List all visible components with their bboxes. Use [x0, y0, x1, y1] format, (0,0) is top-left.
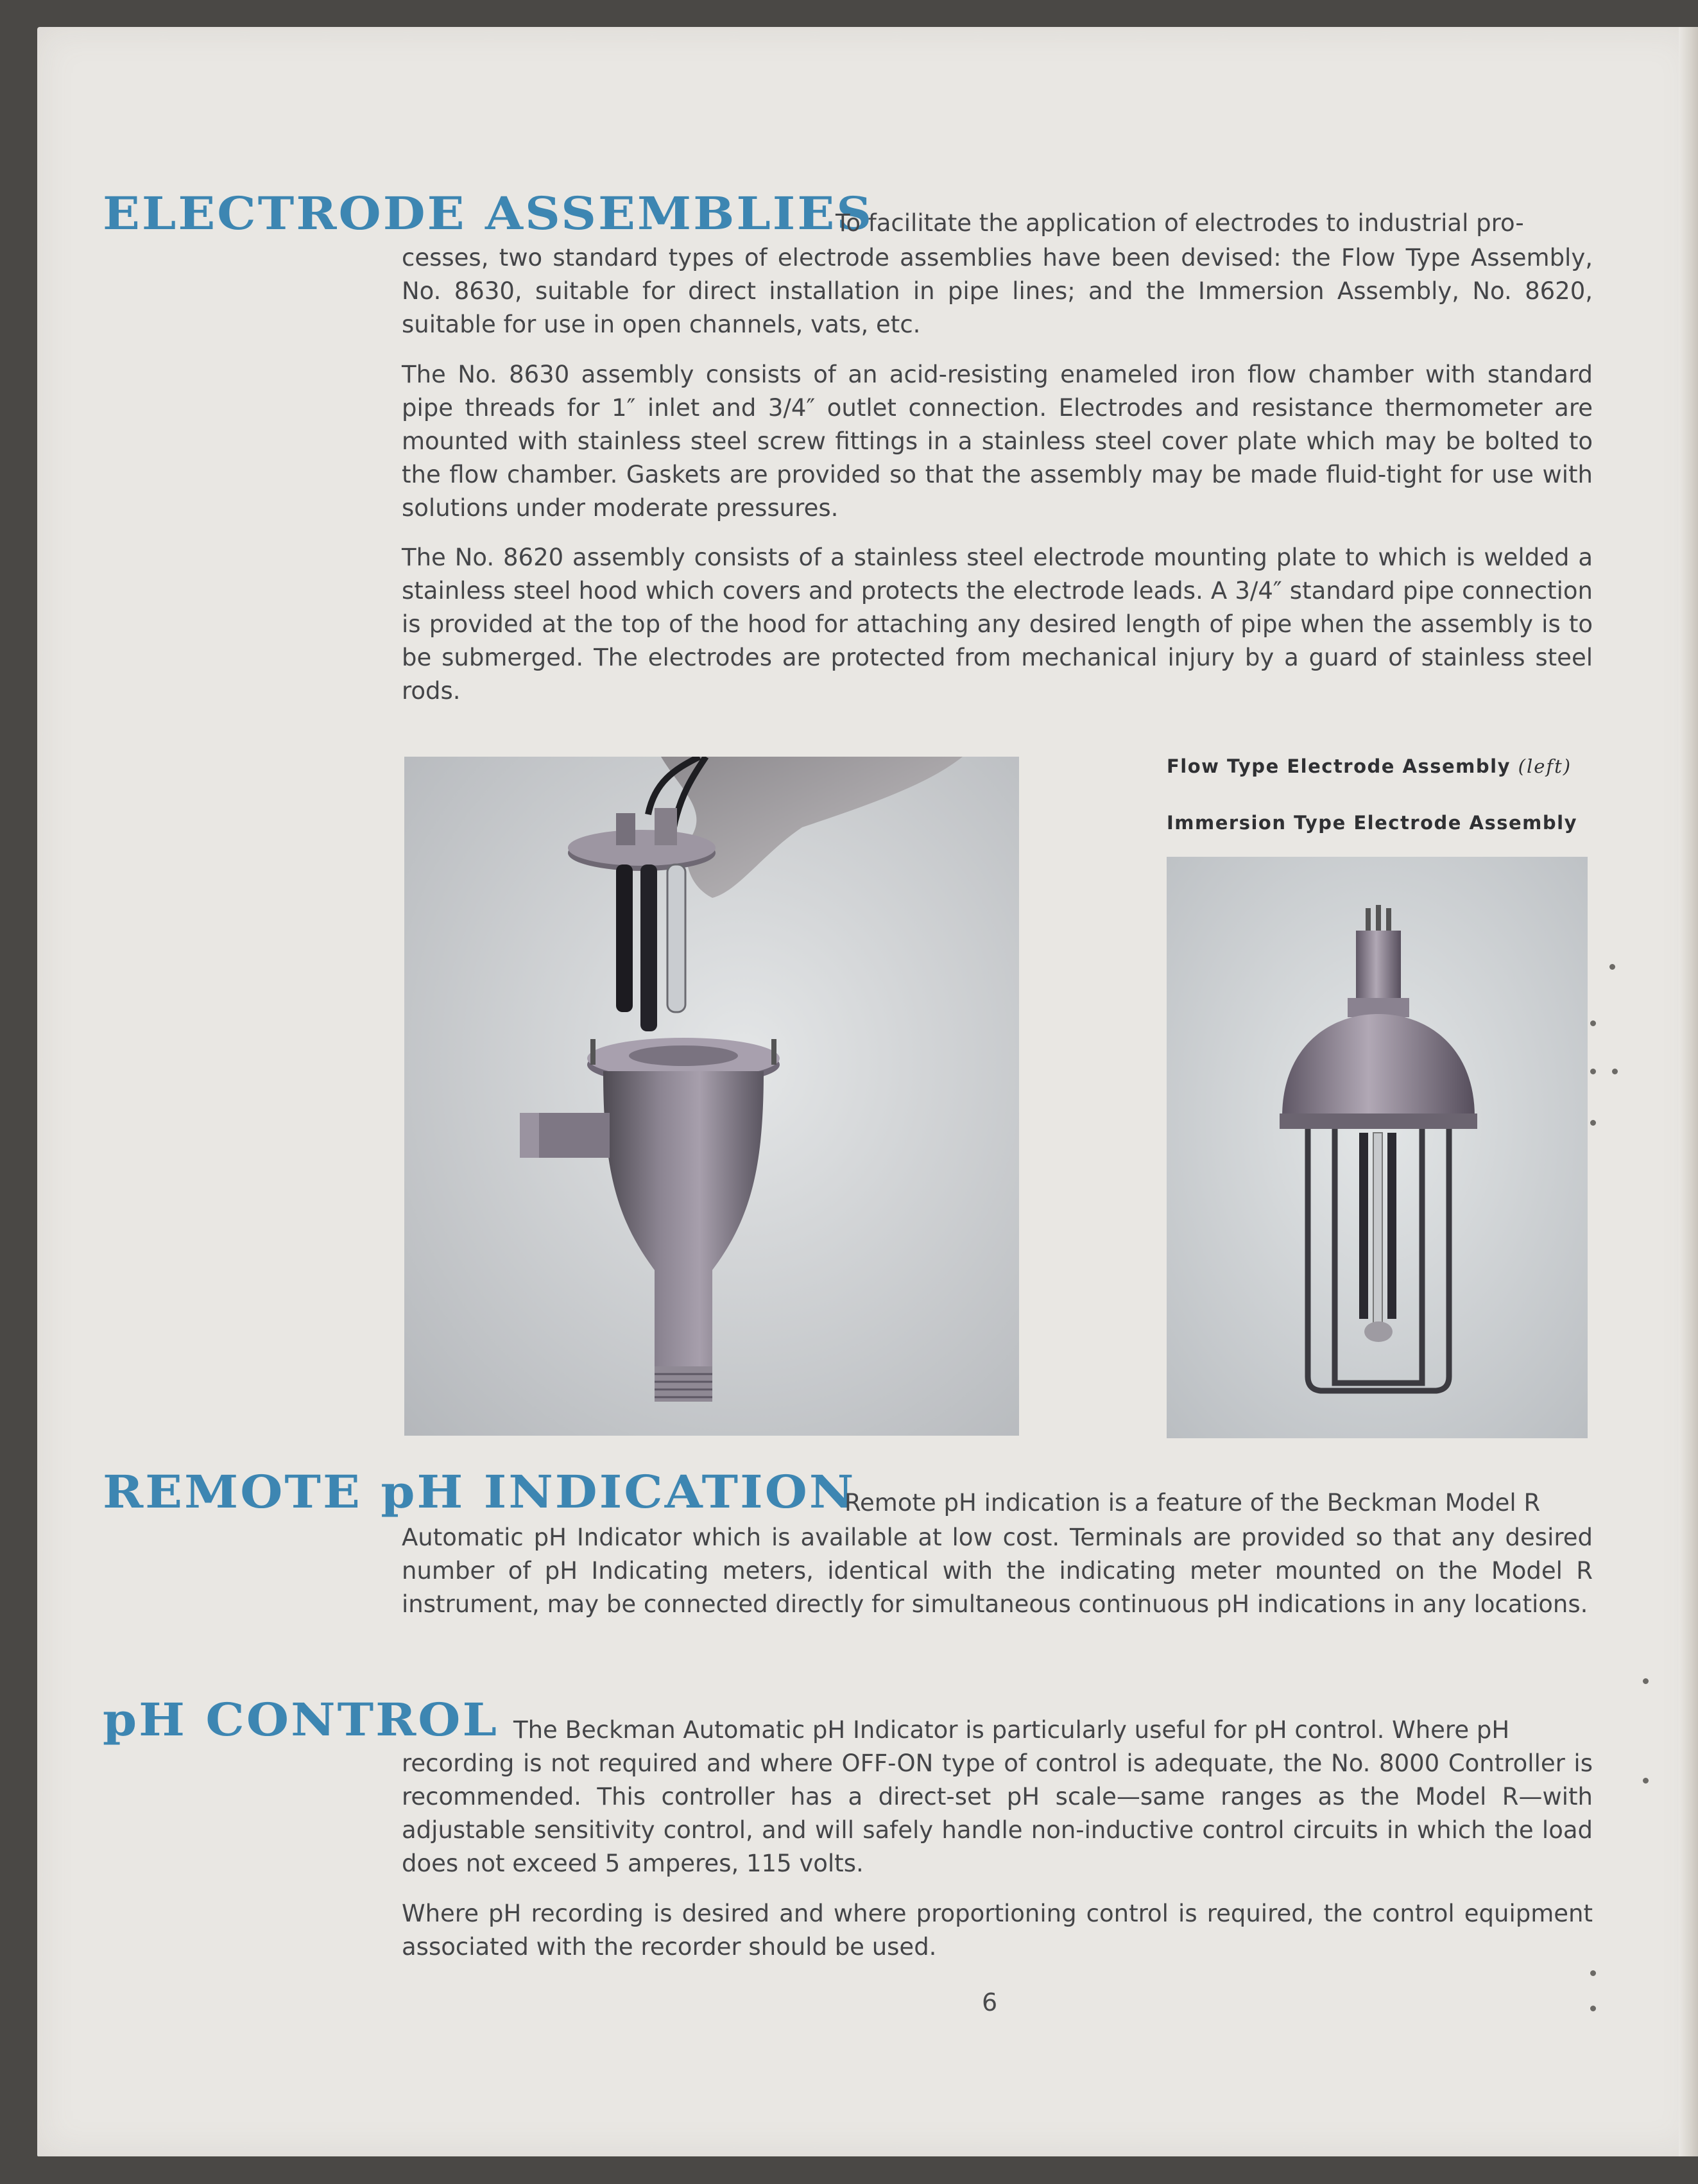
punch-mark: [1590, 1120, 1596, 1126]
flow-type-caption: [1167, 755, 1572, 777]
remote-paragraph: Automatic pH Indicator which is available at low cost. Terminals are provided so that any desired number of pH Indicating meters, identical with the indicating meter mounted on the Model R instrument, may be connected directly for simultaneous continuous pH indications in any locations.: [402, 1524, 1593, 1618]
page-number: 6: [982, 1988, 998, 2016]
punch-mark: [1643, 1678, 1649, 1684]
section-heading-electrode-assemblies: ELECTRODE ASSEMBLIES: [103, 187, 874, 240]
electrode-paragraph-3: The No. 8620 assembly consists of a stainless steel electrode mounting plate to which is welded a stainless steel hood which covers and protects the electrode leads. A 3/4″ standard pipe connection is provided at the top of the hood for attaching any desired length of pipe when the assembly is to be submerged. The electrodes are protected from mechanical injury by a guard of stainless steel rods.: [402, 544, 1593, 705]
punch-mark: [1609, 964, 1615, 970]
punch-mark: [1643, 1778, 1649, 1784]
remote-lead-text: Remote pH indication is a feature of the Beckman Model R: [845, 1489, 1541, 1517]
flow-type-assembly-photo: [404, 757, 1019, 1436]
punch-mark: [1612, 1069, 1618, 1074]
immersion-type-caption: Immersion Type Electrode Assembly: [1167, 812, 1578, 834]
electrode-lead-text: To facilitate the application of electrodes to industrial pro-: [836, 209, 1524, 237]
electrode-paragraph-2: The No. 8630 assembly consists of an acid-resisting enameled iron flow chamber with standard pipe threads for 1″ inlet and 3/4″ outlet connection. Electrodes and resistance thermometer are mounted with stainless steel screw fittings in a stainless steel cover plate which may be bolted to the flow chamber. Gaskets are provided so that the assembly may be made fluid-tight for use with solutions under moderate pressures.: [402, 361, 1593, 522]
flow-type-caption-label: Flow Type Electrode Assembly: [1167, 755, 1511, 777]
flow-type-caption-position: (left): [1518, 755, 1572, 777]
punch-mark: [1590, 2006, 1596, 2011]
electrode-paragraph-1: cesses, two standard types of electrode assemblies have been devised: the Flow Type Assembly, No. 8630, suitable for direct installation in pipe lines; and the Immersion Assembly, No. 8620, suitable for use in open channels, vats, etc.: [402, 244, 1593, 338]
page-edge: [1679, 27, 1698, 2156]
section-heading-ph-control: pH CONTROL: [103, 1693, 499, 1746]
section-heading-remote-ph-indication: REMOTE pH INDICATION: [103, 1465, 856, 1518]
control-lead-text: The Beckman Automatic pH Indicator is particularly useful for pH control. Where pH: [513, 1716, 1510, 1744]
punch-mark: [1590, 1020, 1596, 1026]
punch-mark: [1590, 1069, 1596, 1074]
control-paragraph-2: Where pH recording is desired and where proportioning control is required, the control equipment associated with the recorder should be used.: [402, 1900, 1593, 1961]
control-paragraph-1: recording is not required and where OFF-ON type of control is adequate, the No. 8000 Controller is recommended. This controller has a direct-set pH scale—same ranges as the Model R—with adjustable sensitivity control, and will safely handle non-inductive control circuits in which the load does not exceed 5 amperes, 115 volts.: [402, 1750, 1593, 1877]
immersion-type-assembly-photo: [1167, 857, 1588, 1438]
punch-mark: [1590, 1970, 1596, 1976]
